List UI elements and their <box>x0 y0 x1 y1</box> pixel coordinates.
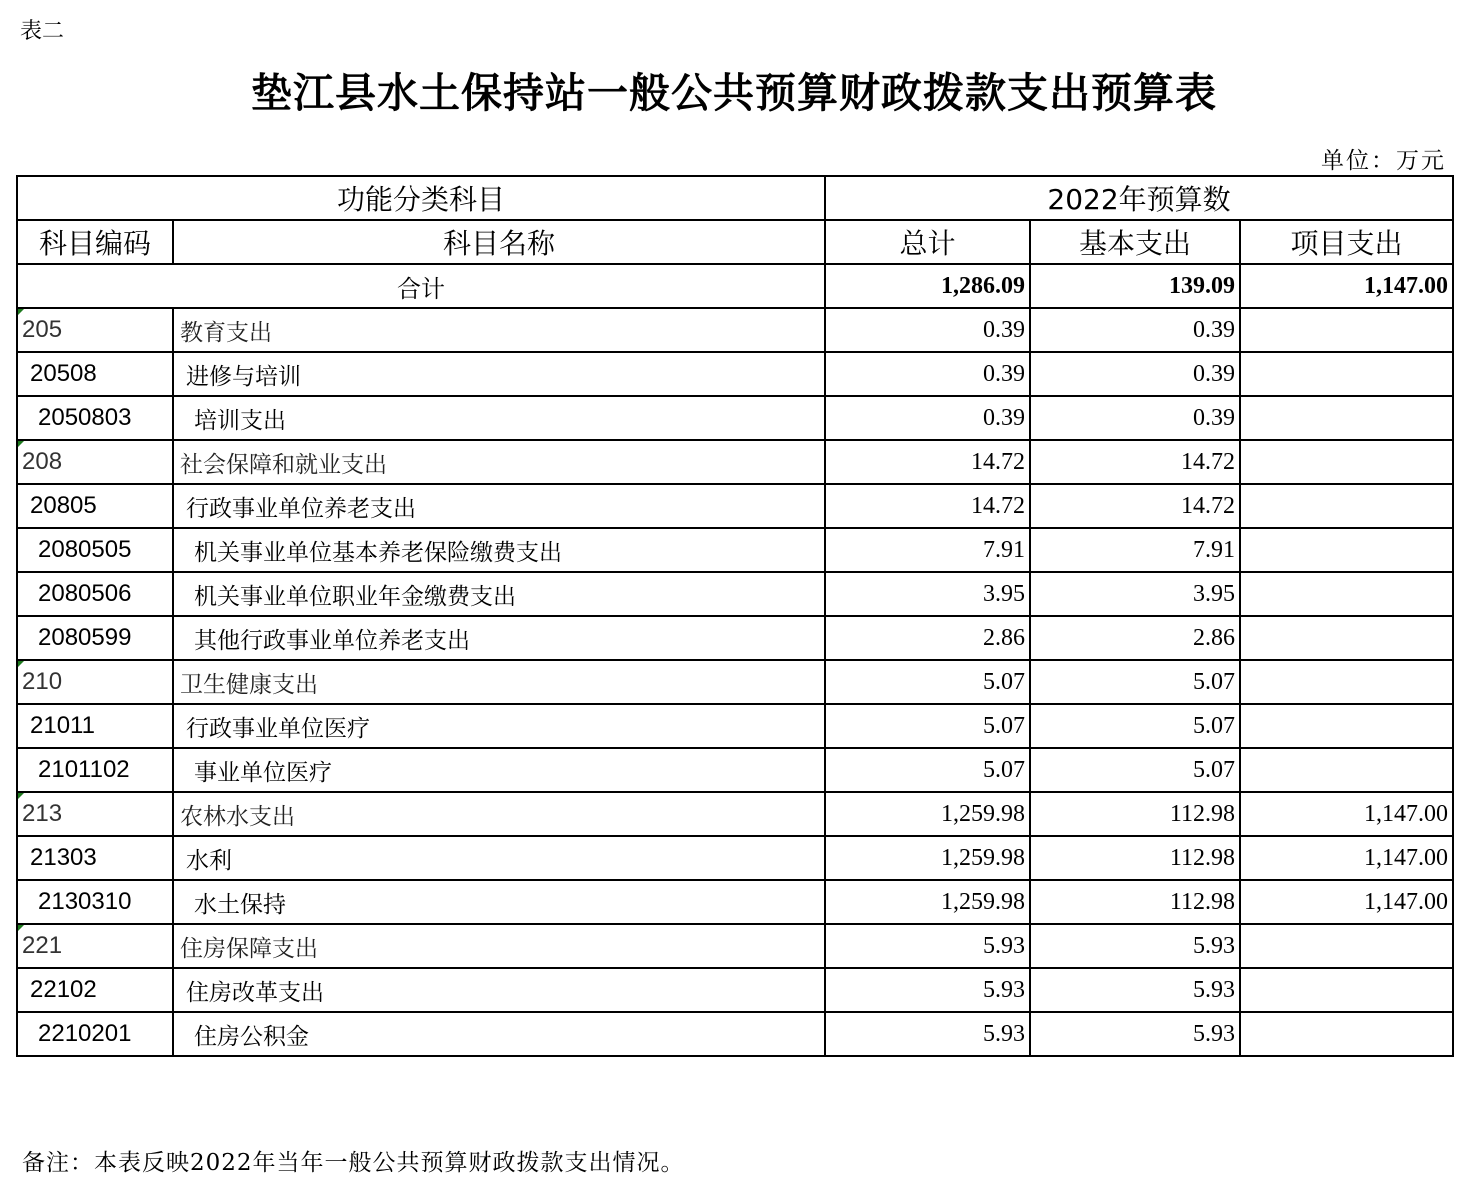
row-basic: 14.72 <box>1030 484 1240 528</box>
row-project <box>1240 484 1453 528</box>
table-row <box>17 616 1453 660</box>
row-code-text: 2210201 <box>38 1020 132 1047</box>
row-basic: 112.98 <box>1030 792 1240 836</box>
row-code <box>17 792 173 836</box>
row-code <box>17 616 173 660</box>
table-row <box>17 704 1453 748</box>
row-code <box>17 396 173 440</box>
row-code-text: 20805 <box>30 492 97 519</box>
row-project <box>1240 660 1453 704</box>
row-project <box>1240 924 1453 968</box>
row-total: 5.93 <box>825 968 1030 1012</box>
row-project <box>1240 440 1453 484</box>
row-basic: 14.72 <box>1030 440 1240 484</box>
table-row <box>17 660 1453 704</box>
total-row <box>17 264 1453 308</box>
row-total: 0.39 <box>825 396 1030 440</box>
table-row <box>17 748 1453 792</box>
footnote: 备注：本表反映2022年当年一般公共预算财政拨款支出情况。 <box>22 1150 685 1176</box>
row-project <box>1240 1012 1453 1056</box>
row-total: 7.91 <box>825 528 1030 572</box>
row-basic: 5.07 <box>1030 660 1240 704</box>
unit-label: 单位：万元 <box>1321 148 1446 174</box>
header-basic: 基本支出 <box>1030 220 1240 264</box>
row-code <box>17 660 173 704</box>
total-project: 1,147.00 <box>1240 264 1453 308</box>
row-code-text: 21011 <box>30 712 95 739</box>
row-name: 住房保障支出 <box>173 924 825 968</box>
row-code <box>17 308 173 352</box>
row-total: 5.07 <box>825 660 1030 704</box>
row-basic: 5.93 <box>1030 968 1240 1012</box>
row-name: 事业单位医疗 <box>173 748 825 792</box>
row-total: 0.39 <box>825 352 1030 396</box>
row-code <box>17 748 173 792</box>
row-code-text: 205 <box>22 316 63 343</box>
row-code-text: 213 <box>22 800 63 827</box>
row-basic: 2.86 <box>1030 616 1240 660</box>
row-name: 水土保持 <box>173 880 825 924</box>
table-row <box>17 968 1453 1012</box>
row-code <box>17 484 173 528</box>
row-code <box>17 880 173 924</box>
cell-marker-icon <box>18 441 24 447</box>
row-code <box>17 440 173 484</box>
row-project <box>1240 968 1453 1012</box>
cell-marker-icon <box>18 661 24 667</box>
row-code <box>17 352 173 396</box>
header-name: 科目名称 <box>173 220 825 264</box>
row-basic: 0.39 <box>1030 308 1240 352</box>
table-row <box>17 924 1453 968</box>
cell-marker-icon <box>18 309 24 315</box>
row-total: 5.07 <box>825 748 1030 792</box>
table-row <box>17 308 1453 352</box>
table-row <box>17 836 1453 880</box>
row-project <box>1240 616 1453 660</box>
row-project <box>1240 748 1453 792</box>
row-basic: 5.07 <box>1030 748 1240 792</box>
table-row <box>17 352 1453 396</box>
row-name: 社会保障和就业支出 <box>173 440 825 484</box>
row-total: 3.95 <box>825 572 1030 616</box>
table-row <box>17 528 1453 572</box>
row-project <box>1240 308 1453 352</box>
row-name: 培训支出 <box>173 396 825 440</box>
table-row <box>17 440 1453 484</box>
row-project <box>1240 572 1453 616</box>
header-total: 总计 <box>825 220 1030 264</box>
row-basic: 112.98 <box>1030 880 1240 924</box>
row-name: 进修与培训 <box>173 352 825 396</box>
row-total: 1,259.98 <box>825 836 1030 880</box>
row-name: 机关事业单位职业年金缴费支出 <box>173 572 825 616</box>
row-total: 5.93 <box>825 924 1030 968</box>
row-code <box>17 1012 173 1056</box>
row-name: 其他行政事业单位养老支出 <box>173 616 825 660</box>
row-project: 1,147.00 <box>1240 880 1453 924</box>
row-total: 5.07 <box>825 704 1030 748</box>
row-code-text: 208 <box>22 448 63 475</box>
row-project <box>1240 528 1453 572</box>
row-code-text: 210 <box>22 668 63 695</box>
row-project: 1,147.00 <box>1240 836 1453 880</box>
row-code-text: 2080599 <box>38 624 132 651</box>
header-row-group <box>17 176 1453 220</box>
row-basic: 0.39 <box>1030 352 1240 396</box>
row-total: 14.72 <box>825 440 1030 484</box>
row-code-text: 221 <box>22 932 63 959</box>
row-basic: 7.91 <box>1030 528 1240 572</box>
header-row-columns <box>17 220 1453 264</box>
row-basic: 112.98 <box>1030 836 1240 880</box>
table-row <box>17 396 1453 440</box>
table-row <box>17 484 1453 528</box>
row-code <box>17 836 173 880</box>
row-name: 住房公积金 <box>173 1012 825 1056</box>
page-title: 垫江县水土保持站一般公共预算财政拨款支出预算表 <box>251 69 1217 117</box>
row-name: 住房改革支出 <box>173 968 825 1012</box>
row-code-text: 2080506 <box>38 580 132 607</box>
row-basic: 3.95 <box>1030 572 1240 616</box>
cell-marker-icon <box>18 793 24 799</box>
row-total: 1,259.98 <box>825 792 1030 836</box>
row-name: 机关事业单位基本养老保险缴费支出 <box>173 528 825 572</box>
total-label: 合计 <box>17 264 825 308</box>
row-total: 14.72 <box>825 484 1030 528</box>
row-total: 1,259.98 <box>825 880 1030 924</box>
row-code <box>17 572 173 616</box>
row-name: 水利 <box>173 836 825 880</box>
row-project <box>1240 396 1453 440</box>
total-total: 1,286.09 <box>825 264 1030 308</box>
row-project <box>1240 352 1453 396</box>
table-row <box>17 792 1453 836</box>
total-basic: 139.09 <box>1030 264 1240 308</box>
row-code-text: 20508 <box>30 360 97 387</box>
row-code <box>17 924 173 968</box>
row-code-text: 2101102 <box>38 756 130 783</box>
row-code <box>17 968 173 1012</box>
row-project <box>1240 704 1453 748</box>
row-basic: 5.93 <box>1030 924 1240 968</box>
row-total: 0.39 <box>825 308 1030 352</box>
row-project: 1,147.00 <box>1240 792 1453 836</box>
row-basic: 5.93 <box>1030 1012 1240 1056</box>
header-code: 科目编码 <box>17 220 173 264</box>
table-label: 表二 <box>20 19 65 44</box>
row-code-text: 2130310 <box>38 888 132 915</box>
row-name: 行政事业单位医疗 <box>173 704 825 748</box>
row-total: 5.93 <box>825 1012 1030 1056</box>
table-row <box>17 880 1453 924</box>
row-name: 卫生健康支出 <box>173 660 825 704</box>
row-code <box>17 704 173 748</box>
row-code-text: 2080505 <box>38 536 132 563</box>
row-code <box>17 528 173 572</box>
table-row <box>17 572 1453 616</box>
row-name: 行政事业单位养老支出 <box>173 484 825 528</box>
row-basic: 0.39 <box>1030 396 1240 440</box>
row-name: 教育支出 <box>173 308 825 352</box>
budget-table <box>16 175 1454 1057</box>
table-row <box>17 1012 1453 1056</box>
row-code-text: 21303 <box>30 844 97 871</box>
row-name: 农林水支出 <box>173 792 825 836</box>
header-budget-group: 2022年预算数 <box>825 176 1453 220</box>
row-basic: 5.07 <box>1030 704 1240 748</box>
header-category-group: 功能分类科目 <box>17 176 825 220</box>
header-project: 项目支出 <box>1240 220 1453 264</box>
cell-marker-icon <box>18 925 24 931</box>
row-code-text: 22102 <box>30 976 97 1003</box>
row-total: 2.86 <box>825 616 1030 660</box>
row-code-text: 2050803 <box>38 404 132 431</box>
